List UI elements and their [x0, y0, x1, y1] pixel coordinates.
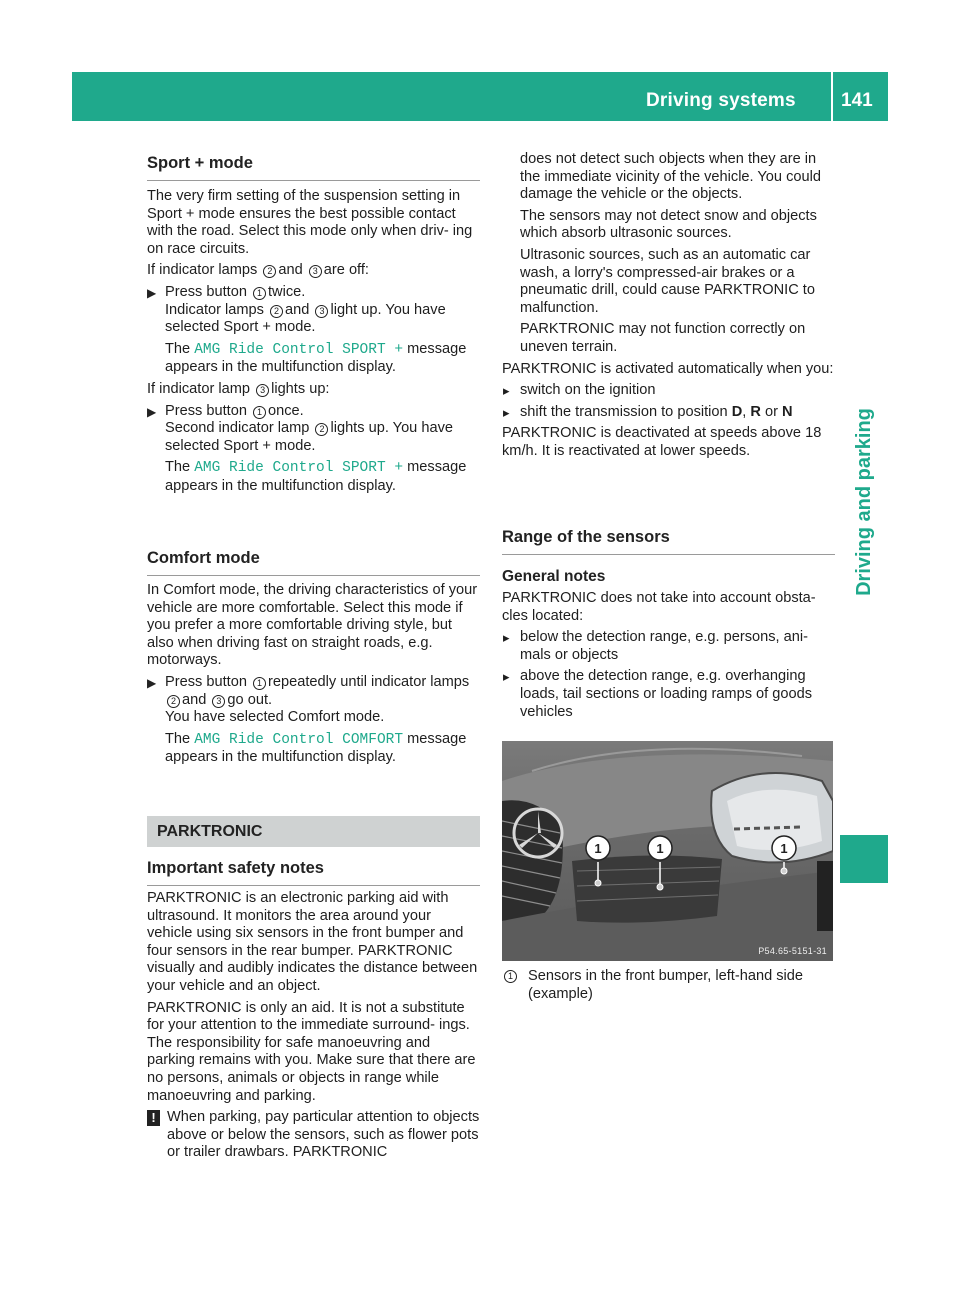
- figure-caption: [502, 968, 835, 1003]
- page-number: 141: [841, 90, 873, 111]
- header-divider: [831, 72, 833, 121]
- range-bullet-below: ▸ below the detection range, e.g. persons, ani- mals or objects: [503, 629, 809, 663]
- range-intro: PARKTRONIC does not take into account obsta- cles located:: [502, 590, 816, 624]
- section-title: Driving systems: [646, 90, 796, 111]
- comfort-step-message: The AMG Ride Control COMFORT message appears in the multifunction display.: [165, 730, 467, 766]
- side-tab-strip: [840, 121, 888, 1183]
- warning-note: ! When parking, pay particular attention to objects above or below the sensors, such as flower pots or trailer drawbars. PARKTRONIC: [147, 1109, 480, 1162]
- sport-mode-body: [147, 188, 480, 500]
- figure-code: P54.65-5151-31: [758, 946, 827, 956]
- parktronic-description: PARKTRONIC is an electronic parking aid with ultrasound. It monitors the area around your vehicle using six sensors in the front bumper and four sensors in the rear bumper. PARKTRONIC visually and audibly indicates the distance between your vehicle and an object.: [147, 890, 478, 994]
- bullet-icon: ▸: [503, 404, 510, 420]
- display-message-code: AMG Ride Control SPORT +: [194, 460, 404, 477]
- warning-cont-4: PARKTRONIC may not function correctly on uneven terrain.: [520, 321, 806, 355]
- range-heading: Range of the sensors: [502, 528, 670, 546]
- sport-step-2-message: The AMG Ride Control SPORT + message appears in the multifunction display.: [165, 459, 467, 494]
- step-arrow-icon: ▶: [147, 285, 157, 300]
- car-front-illustration: [502, 741, 833, 961]
- side-tab-label: Driving and parking: [853, 408, 875, 596]
- callout-3-icon: 3: [315, 305, 328, 318]
- divider: [147, 575, 480, 576]
- callout-3-icon: 3: [309, 265, 322, 278]
- callout-3-icon: 3: [256, 384, 269, 397]
- comfort-step: ▶ Press button 1 repeatedly until indicator lamps 2 and 3 go out. You have selected Comfort mode. The AMG Ride Control COMFORT message appears in the multifunction display.: [147, 674, 480, 767]
- general-notes-heading: General notes: [502, 568, 606, 585]
- sensor-callout-1a: 1: [594, 841, 602, 856]
- comfort-mode-heading: Comfort mode: [147, 549, 260, 567]
- warning-cont-3: Ultrasonic sources, such as an automatic car wash, a lorry's compressed-air brakes or a pneumatic drill, could cause PARKTRONIC to malfunction.: [520, 246, 815, 316]
- range-body: [502, 567, 835, 725]
- activation-bullet-ignition: ▸ switch on the ignition: [503, 382, 656, 399]
- callout-2-icon: 2: [263, 265, 276, 278]
- warning-continued: [502, 151, 835, 465]
- safety-notes-heading: Important safety notes: [147, 859, 324, 877]
- bullet-icon: ▸: [503, 630, 510, 646]
- sport-condition-2: If indicator lamp 3 lights up:: [147, 380, 330, 397]
- comfort-mode-body: [147, 582, 480, 771]
- bullet-icon: ▸: [503, 383, 510, 399]
- warning-cont-2: The sensors may not detect snow and objects which absorb ultrasonic sources.: [520, 207, 817, 242]
- warning-cont-1: does not detect such objects when they are in the immediate vicinity of the vehicle. You could damage the vehicle or the objects.: [520, 151, 821, 203]
- comfort-intro: In Comfort mode, the driving characteristics of your vehicle are more comfortable. Select this mode if you prefer a more comfortable driving style, but also when driving fast on straight roads, e.g. motorways.: [147, 582, 478, 669]
- bullet-icon: ▸: [503, 669, 510, 685]
- warning-icon: !: [147, 1110, 160, 1126]
- step-arrow-icon: ▶: [147, 675, 157, 690]
- callout-2-icon: 2: [270, 305, 283, 318]
- callout-3-icon: 3: [212, 695, 225, 708]
- divider: [502, 554, 835, 555]
- callout-1-icon: 1: [504, 970, 517, 983]
- figure-caption-text: Sensors in the front bumper, left-hand side (example): [528, 968, 804, 1002]
- step-arrow-icon: ▶: [147, 404, 157, 419]
- sport-mode-heading: Sport + mode: [147, 154, 253, 172]
- safety-notes-body: [147, 890, 480, 1162]
- sport-intro: The very firm setting of the suspension setting in Sport + mode ensures the best possible contact with the road. Select this mode only when driv- ing on race circuits.: [147, 188, 473, 257]
- sport-step-2: ▶ Press button 1 once. Second indicator lamp 2 lights up. You have selected Sport + mode. The AMG Ride Control SPORT + message appears in the multifunction display.: [147, 403, 480, 496]
- sport-step-1-message: The AMG Ride Control SPORT + message appears in the multifunction display.: [165, 340, 467, 376]
- sport-condition-1: If indicator lamps 2 and 3 are off:: [147, 262, 369, 279]
- divider: [147, 885, 480, 886]
- safety-notes-heading-block: [147, 858, 480, 886]
- callout-2-icon: 2: [315, 423, 328, 436]
- front-bumper-sensors-figure: [502, 741, 833, 961]
- sensor-callout-1c: 1: [780, 841, 788, 856]
- range-heading-block: [502, 527, 835, 555]
- activation-bullet-transmission: ▸ shift the transmission to position D, R or N: [503, 403, 793, 420]
- display-message-code: AMG Ride Control SPORT +: [194, 341, 404, 358]
- callout-1-icon: 1: [253, 406, 266, 419]
- side-tab-marker: [840, 835, 888, 883]
- divider: [147, 180, 480, 181]
- comfort-mode-heading-block: [147, 548, 480, 576]
- sensor-callout-1b: 1: [656, 841, 664, 856]
- sport-mode-heading-block: [147, 153, 480, 181]
- callout-1-icon: 1: [253, 287, 266, 300]
- display-message-code: AMG Ride Control COMFORT: [194, 731, 404, 748]
- callout-2-icon: 2: [167, 695, 180, 708]
- range-bullet-above: ▸ above the detection range, e.g. overhanging loads, tail sections or loading ramps of goods vehicles: [503, 668, 813, 720]
- parktronic-bar-title: PARKTRONIC: [147, 816, 480, 847]
- parktronic-section-bar: [147, 816, 480, 847]
- callout-1-icon: 1: [253, 677, 266, 690]
- deactivation-note: PARKTRONIC is deactivated at speeds above 18 km/h. It is reactivated at lower speeds.: [502, 425, 822, 459]
- sport-step-1: ▶ Press button 1 twice. Indicator lamps 2 and 3 light up. You have selected Sport + mode. The AMG Ride Control SPORT + message appears in the multifunction display.: [147, 284, 480, 377]
- parktronic-aid-note: PARKTRONIC is only an aid. It is not a substitute for your attention to the immediate surround- ings. The responsibility for safe manoeuvring and parking remains with you. Make sure that there are no persons, animals or objects in range while manoeuvring and parking.: [147, 999, 476, 1104]
- activation-note: PARKTRONIC is activated automatically when you:: [502, 360, 834, 377]
